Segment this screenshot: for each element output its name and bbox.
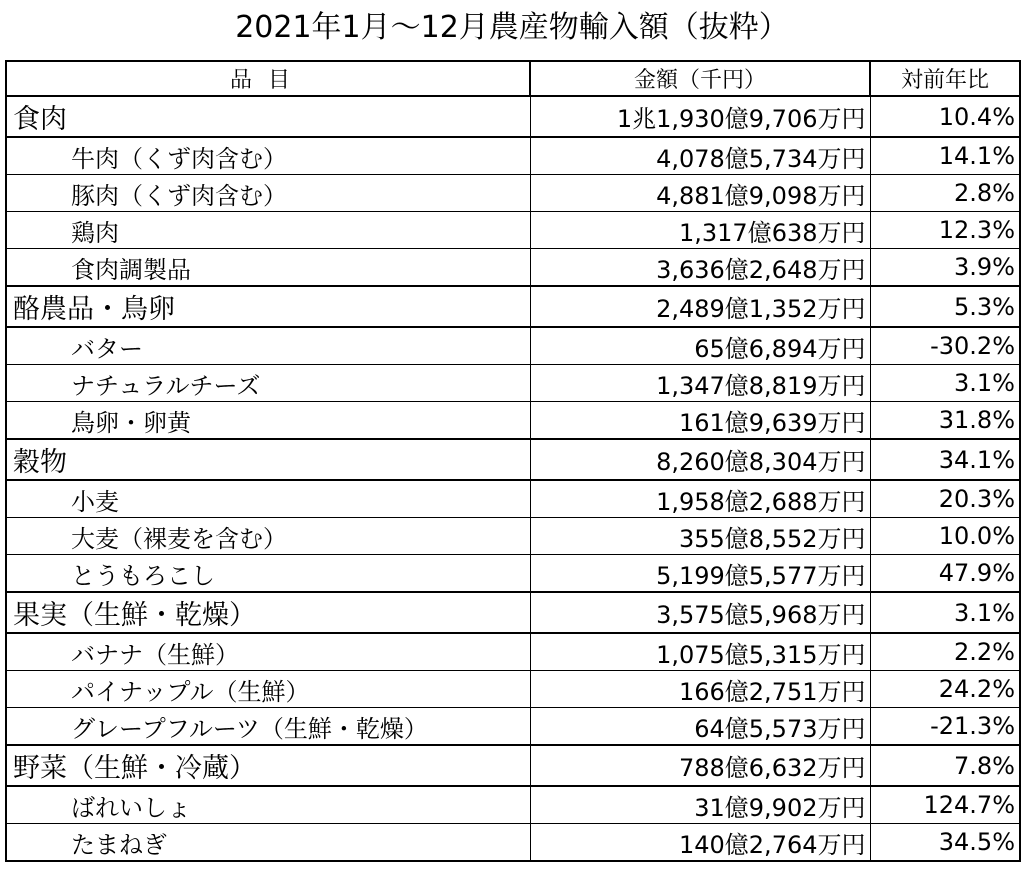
amount-value: 2,489億1,352万円 (530, 286, 870, 327)
category-row (6, 745, 1020, 786)
item-name: バナナ（生鮮） (6, 633, 530, 671)
amount-value: 8,260億8,304万円 (530, 439, 870, 480)
yoy-value: 3.1% (870, 365, 1020, 402)
category-row (6, 592, 1020, 633)
item-name: とうもろこし (6, 555, 530, 593)
yoy-value: 14.1% (870, 137, 1020, 175)
table-row (6, 480, 1020, 518)
yoy-value: 3.9% (870, 249, 1020, 287)
item-name: 牛肉（くず肉含む） (6, 137, 530, 175)
amount-value: 3,575億5,968万円 (530, 592, 870, 633)
table-body (6, 96, 1020, 861)
category-row (6, 96, 1020, 137)
amount-value: 31億9,902万円 (530, 786, 870, 824)
amount-value: 4,881億9,098万円 (530, 175, 870, 212)
yoy-value: -21.3% (870, 708, 1020, 746)
table-row (6, 633, 1020, 671)
header-row (6, 61, 1020, 96)
item-name: 大麦（裸麦を含む） (6, 518, 530, 555)
amount-value: 161億9,639万円 (530, 402, 870, 440)
amount-value: 65億6,894万円 (530, 327, 870, 365)
item-name: たまねぎ (6, 824, 530, 862)
yoy-value: 124.7% (870, 786, 1020, 824)
table-row (6, 137, 1020, 175)
amount-value: 1,075億5,315万円 (530, 633, 870, 671)
category-row (6, 286, 1020, 327)
item-name: グレープフルーツ（生鮮・乾燥） (6, 708, 530, 746)
table-row (6, 555, 1020, 593)
item-name: 鶏肉 (6, 212, 530, 249)
yoy-value: 34.1% (870, 439, 1020, 480)
table-title: 2021年1月〜12月農産物輸入額（抜粋） (235, 10, 789, 45)
item-name: 酪農品・鳥卵 (6, 286, 530, 327)
yoy-value: 10.0% (870, 518, 1020, 555)
item-name: 食肉 (6, 96, 530, 137)
yoy-value: 10.4% (870, 96, 1020, 137)
item-name: ばれいしょ (6, 786, 530, 824)
amount-value: 788億6,632万円 (530, 745, 870, 786)
header-amount: 金額（千円） (530, 61, 870, 96)
yoy-value: 12.3% (870, 212, 1020, 249)
table-row (6, 671, 1020, 708)
yoy-value: 34.5% (870, 824, 1020, 862)
amount-value: 4,078億5,734万円 (530, 137, 870, 175)
yoy-value: -30.2% (870, 327, 1020, 365)
item-name: ナチュラルチーズ (6, 365, 530, 402)
item-name: バター (6, 327, 530, 365)
amount-value: 140億2,764万円 (530, 824, 870, 862)
item-name: 果実（生鮮・乾燥） (6, 592, 530, 633)
amount-value: 166億2,751万円 (530, 671, 870, 708)
table-row (6, 708, 1020, 746)
table-row (6, 786, 1020, 824)
table-row (6, 327, 1020, 365)
table-row (6, 365, 1020, 402)
amount-value: 64億5,573万円 (530, 708, 870, 746)
table-row (6, 175, 1020, 212)
item-name: 穀物 (6, 439, 530, 480)
table-row (6, 518, 1020, 555)
yoy-value: 24.2% (870, 671, 1020, 708)
yoy-value: 7.8% (870, 745, 1020, 786)
amount-value: 3,636億2,648万円 (530, 249, 870, 287)
item-name: 豚肉（くず肉含む） (6, 175, 530, 212)
yoy-value: 5.3% (870, 286, 1020, 327)
yoy-value: 47.9% (870, 555, 1020, 593)
import-table (5, 60, 1021, 862)
table-row (6, 824, 1020, 862)
yoy-value: 2.8% (870, 175, 1020, 212)
category-row (6, 439, 1020, 480)
header-yoy: 対前年比 (870, 61, 1020, 96)
item-name: パイナップル（生鮮） (6, 671, 530, 708)
amount-value: 355億8,552万円 (530, 518, 870, 555)
amount-value: 1兆1,930億9,706万円 (530, 96, 870, 137)
amount-value: 1,317億638万円 (530, 212, 870, 249)
item-name: 野菜（生鮮・冷蔵） (6, 745, 530, 786)
item-name: 小麦 (6, 480, 530, 518)
amount-value: 5,199億5,577万円 (530, 555, 870, 593)
table-row (6, 402, 1020, 440)
yoy-value: 3.1% (870, 592, 1020, 633)
yoy-value: 31.8% (870, 402, 1020, 440)
table-row (6, 249, 1020, 287)
table-row (6, 212, 1020, 249)
amount-value: 1,958億2,688万円 (530, 480, 870, 518)
amount-value: 1,347億8,819万円 (530, 365, 870, 402)
yoy-value: 2.2% (870, 633, 1020, 671)
item-name: 食肉調製品 (6, 249, 530, 287)
header-item: 品目 (6, 61, 530, 96)
item-name: 鳥卵・卵黄 (6, 402, 530, 440)
yoy-value: 20.3% (870, 480, 1020, 518)
